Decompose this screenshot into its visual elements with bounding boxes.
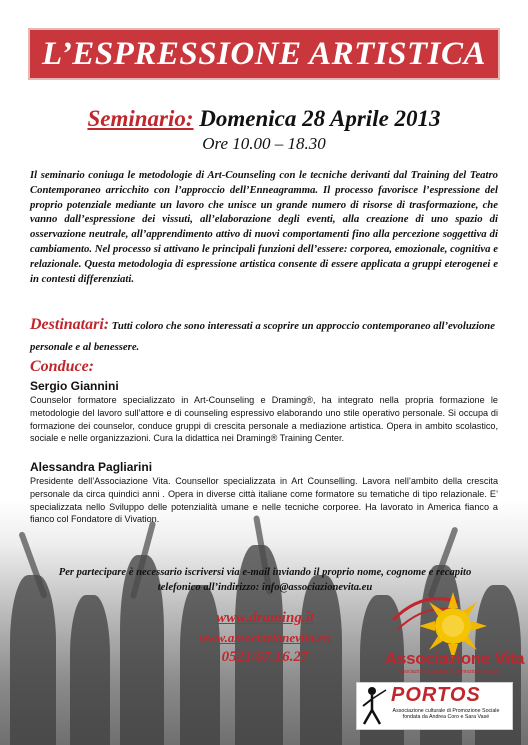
conduce-label: Conduce: xyxy=(30,358,94,375)
person-name: Alessandra Pagliarini xyxy=(30,460,153,474)
intro-paragraph: Il seminario coniuga le metodologie di Art-Counseling con le tecniche derivanti dal Training del Teatro Contemporaneo arricchito con l’approccio dell’Enneagramma. Il processo favorisce l’espressione del proprio potenziale mediante un lavoro che unisce un grande numero di risorse di trasformazione, che vanno dall’espressione dei vissuti, all’elaborazione degli eventi, alla creazione di uno spazio di osservazione neutrale, all’apprendimento attivo di nuovi comportamenti fino alla percezione soggettiva di cambiamento. Nel processo si attivano le principali funzioni dell’essere: corporea, emozionale, cognitiva e relazionale. Questa metodologia di espressione artistica consente di essere applicata a gruppi eterogenei e in contesti differenziati. xyxy=(30,169,498,285)
seminar-date: Domenica 28 Aprile 2013 xyxy=(199,106,441,131)
person-bio: Presidente dell’Associazione Vita. Counsellor specializzata in Art Counselling. Lavora nell’ambito della crescita personale da circa quindici anni . Opera in diverse città italiane come formatore su tematiche di tipo relazionale. E’ specializzata nello Sviluppo delle potenzialità umane e nelle tecniche corporee. Ha lavorato in America fianco a fianco col Fondatore di Vivation. xyxy=(30,476,498,525)
seminar-label: Seminario: xyxy=(87,106,194,131)
registration-note: Per partecipare è necessario iscriversi via e-mail inviando il proprio nome, cognome e recapito telefonico all’indirizzo: info@associazionevita.eu xyxy=(58,567,472,593)
page-title: L’ESPRESSIONE ARTISTICA xyxy=(41,35,486,72)
seminar-hours: Ore 10.00 – 18.30 xyxy=(202,134,326,153)
person-bio: Counselor formatore specializzato in Art-Counseling e Draming®, ha integrato nella propria formazione le metodologie del lavoro sull’attore e di counseling espressivo elaborando uno stile operativo personale. Si occupa di formazione dei counselor, conduce gruppi di crescita personale a mediazione artistica. Opera in ambito scolastico, sociale e nelle organizzazioni. Cura la didattica nei Draming® Training Center. xyxy=(30,395,498,444)
draming-link[interactable]: www.draming.it xyxy=(216,610,314,626)
associazione-link[interactable]: www.associazionevita.eu xyxy=(199,630,331,645)
association-logo-subtitle: Associazione Culturale di Promozione Sociale xyxy=(397,669,499,675)
audience-text: Tutti coloro che sono interessati a scoprire un approccio contemporaneo all’evoluzione personale e al benessere. xyxy=(30,320,495,353)
audience-label: Destinatari: xyxy=(30,316,110,333)
portos-logo-text: PORTOS xyxy=(391,684,481,706)
association-logo-text: Associazione Vita xyxy=(385,649,525,668)
seminar-date-line xyxy=(0,106,528,132)
phone-number: 0521/67.16.27 xyxy=(221,649,309,665)
title-banner xyxy=(30,30,498,78)
audience-section xyxy=(30,314,500,358)
person-name: Sergio Giannini xyxy=(30,379,119,393)
portos-logo-subtitle: Associazione culturale di Promozione Sociale fondata da Andrea Coro e Sara Vasé xyxy=(392,708,500,720)
